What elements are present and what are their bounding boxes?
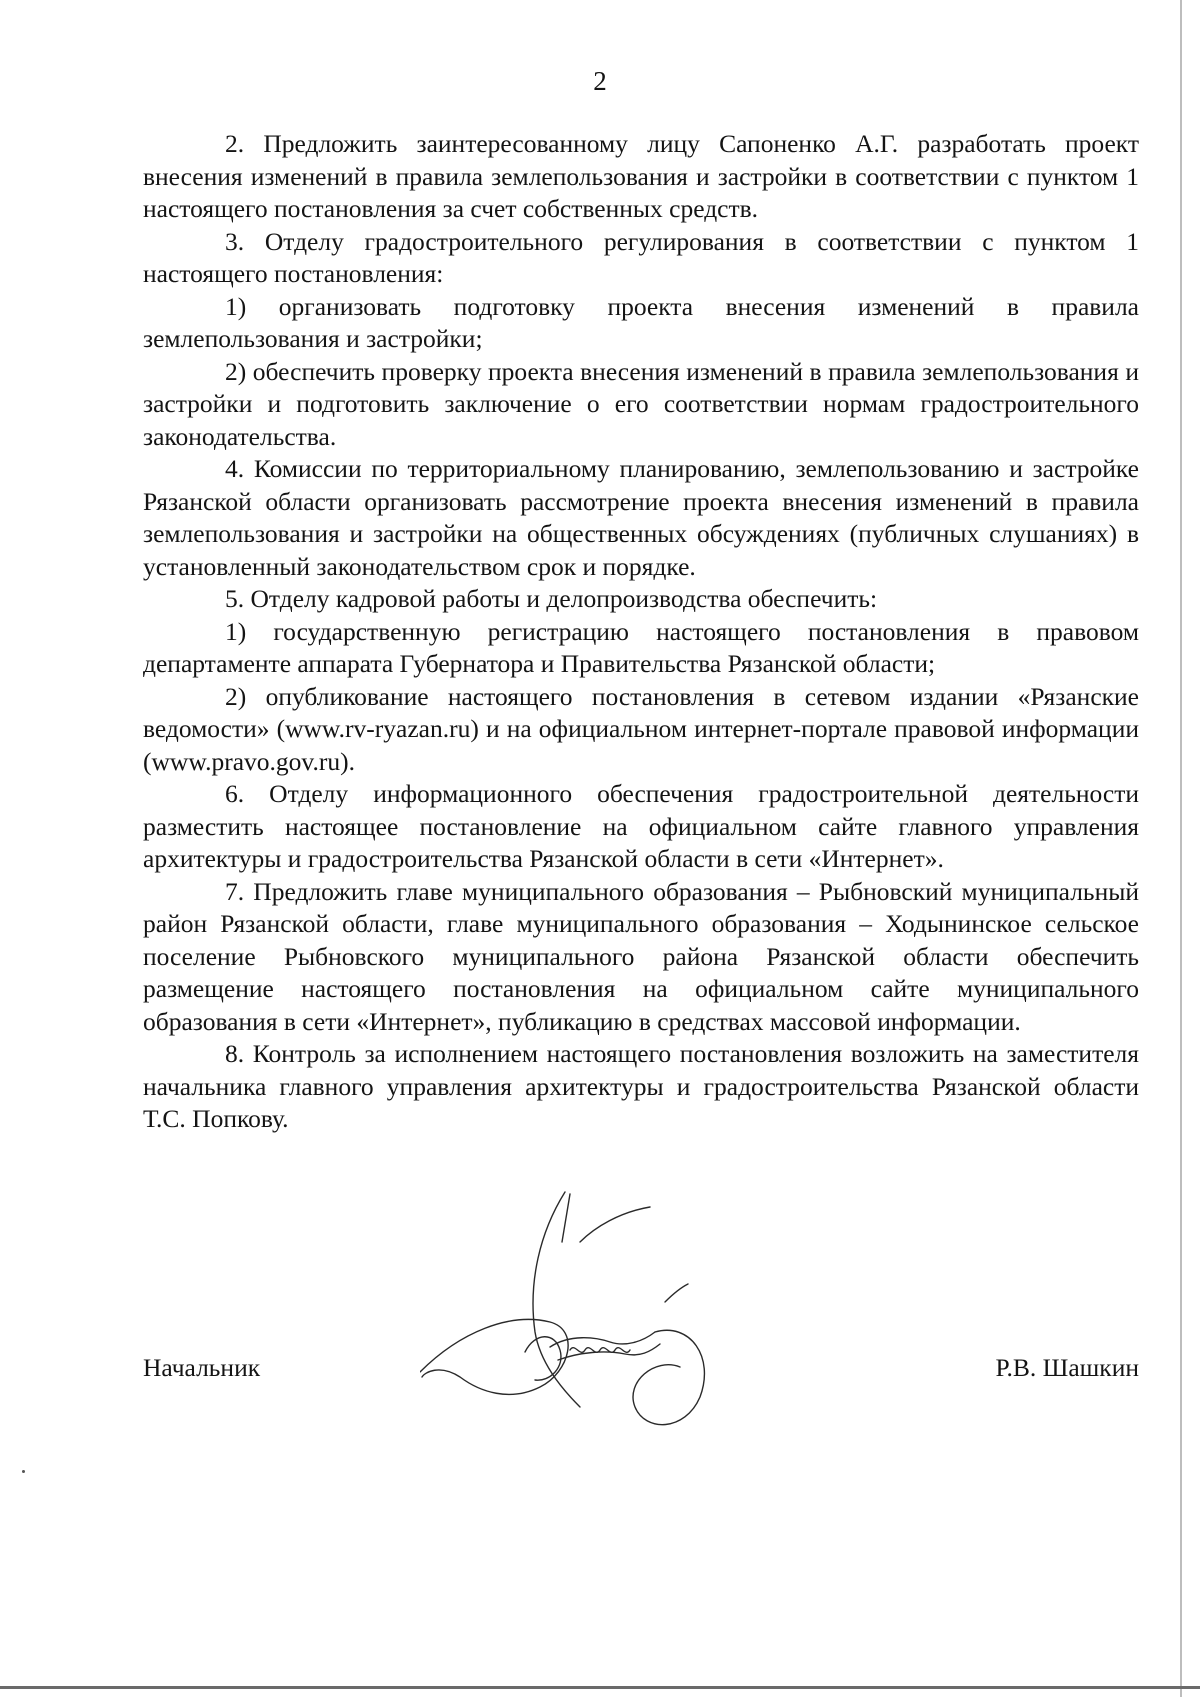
paragraph-3-item-2: 2) обеспечить проверку проекта внесения изменений в правила землепользования и застройки и подготовить заключение о его соответствии нормам градостроительного законодательства. [143,356,1139,451]
paragraph-6: 6. Отделу информационного обеспечения градостроительной деятельности разместить настоящее постановление на официальном сайте главного управления архитектуры и градостроительства Рязанской области в сети «Интернет». [143,779,1139,873]
scan-artifact [22,1470,25,1473]
paragraph-5: 5. Отделу кадровой работы и делопроизводства обеспечить: [225,584,878,613]
paragraph-2: 2. Предложить заинтересованному лицу Сапоненко А.Г. разработать проект внесения изменений в правила землепользования и застройки в соответствии с пунктом 1 настоящего постановления за счет собственных средств. [143,129,1139,223]
paragraph-5-item-2: 2) опубликование настоящего постановления в сетевом издании «Рязанские ведомости» (www.rv-ryazan.ru) и на официальном интернет-портале правовой информации (www.pravo.gov.ru). [143,681,1139,776]
paragraph-7: 7. Предложить главе муниципального образования – Рыбновский муниципальный район Рязанской области, главе муниципального образования – Ходынинское сельское поселение Рыбновского муниципального района Рязанской области обеспечить размещение настоящего постановления на официальном сайте муниципального образования в сети «Интернет», публикацию в средствах массовой информации. [143,876,1139,1036]
handwritten-signature [420,1182,750,1432]
scan-edge-bottom [0,1686,1200,1689]
paragraph-3-item-1: 1) организовать подготовку проекта внесения изменений в правила землепользования и застройки; [143,291,1139,353]
signer-title: Начальник [143,1353,261,1382]
signer-name: Р.В. Шашкин [995,1353,1139,1382]
page-number: 2 [593,66,607,96]
document-body [143,128,1139,1136]
paragraph-5-item-1: 1) государственную регистрацию настоящего постановления в правовом департаменте аппарата Губернатора и Правительства Рязанской области; [143,616,1139,678]
signature-block [143,1352,1139,1388]
paragraph-8: 8. Контроль за исполнением настоящего постановления возложить на заместителя начальника главного управления архитектуры и градостроительства Рязанской области Т.С. Попкову. [143,1039,1139,1133]
paragraph-4: 4. Комиссии по территориальному планированию, землепользованию и застройке Рязанской области организовать рассмотрение проекта внесения изменений в правила землепользования и застройки на общественных обсуждениях (публичных слушаниях) в установленный законодательством срок и порядке. [143,454,1139,581]
paragraph-3: 3. Отделу градостроительного регулирования в соответствии с пунктом 1 настоящего постановления: [143,226,1139,288]
scan-edge-right [1180,0,1182,1697]
